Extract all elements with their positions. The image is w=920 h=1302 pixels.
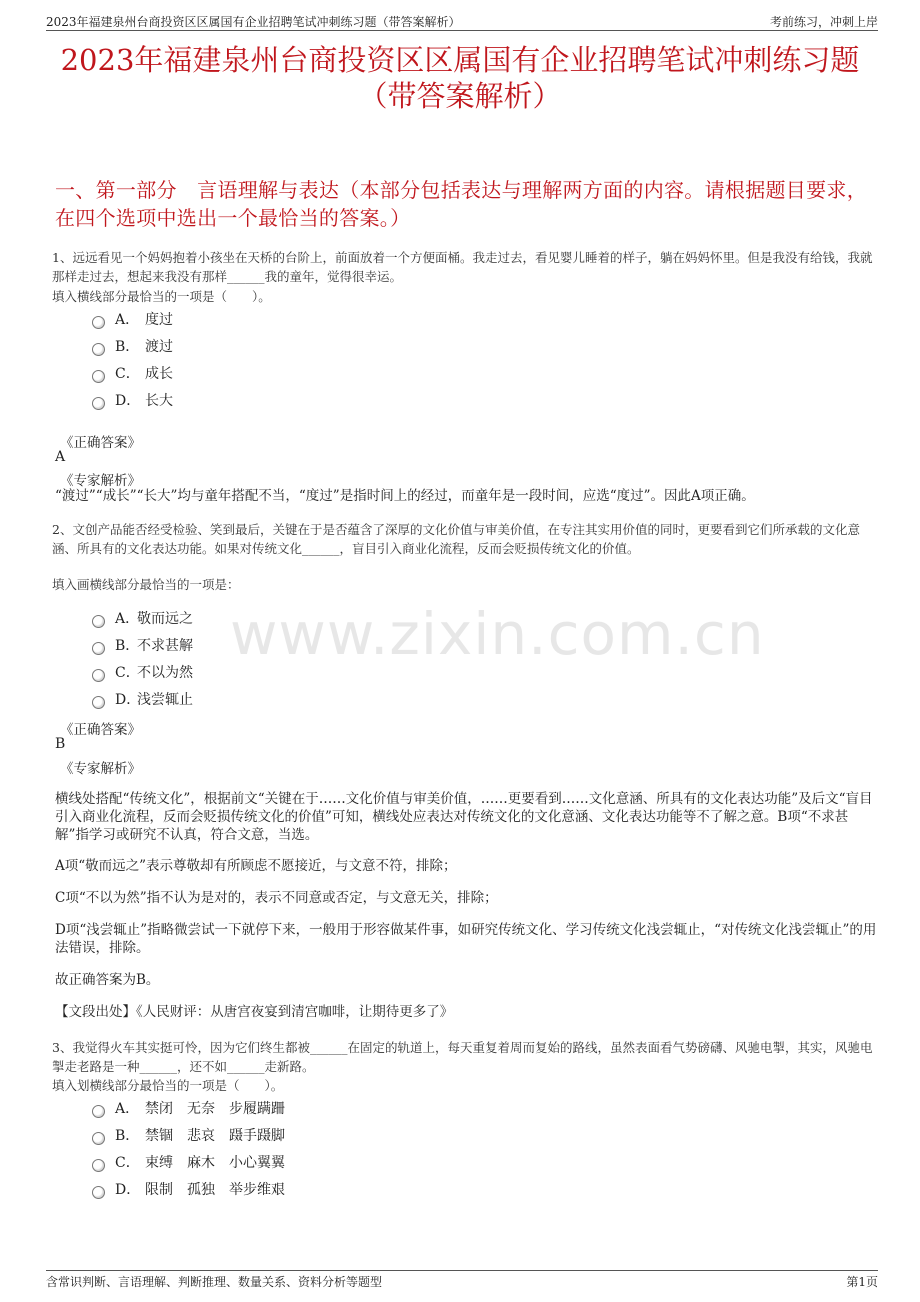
q2-source: 【文段出处】《人民财评：从唐宫夜宴到清宫咖啡，让期待更多了》 <box>55 1004 454 1020</box>
q2-ask: 填入画横线部分最恰当的一项是： <box>52 577 240 592</box>
q2-analysis-conclusion: 故正确答案为B。 <box>55 972 160 988</box>
q2-analysis-para-1: 横线处搭配“传统文化”，根据前文“关键在于……文化价值与审美价值，……更要看到……文化意涵、所具有的文化表达功能”及后文“盲目引入商业化流程，反而会贬损传统文化的价值”可知，横线处应表达对传统文化的文化意涵、文化表达功能等不了解之意。B项“不求甚解”指学习或研究不认真，符合文意，当选。 <box>55 791 873 843</box>
q3-ask: 填入划横线部分最恰当的一项是（ ）。 <box>52 1078 284 1093</box>
page-header <box>0 0 920 30</box>
q2-analysis-para-4: D项“浅尝辄止”指略微尝试一下就停下来，一般用于形容做某件事，如研究传统文化、学习传统文化浅尝辄止，“对传统文化浅尝辄止”的用法错误，排除。 <box>55 922 877 956</box>
q2-option-a[interactable]: A． 敬而远之 <box>92 604 193 631</box>
q1-stem: 1、远远看见一个妈妈抱着小孩坐在天桥的台阶上，前面放着一个方便面桶。我走过去，看见婴儿睡着的样子，躺在妈妈怀里。但是我没有给钱，我就那样走过去，想起来我没有那样______我的童年，觉得很幸运。 <box>52 250 873 284</box>
q2-analysis-label: 《专家解析》 <box>60 761 141 777</box>
q3-option-b[interactable]: B． 禁锢 悲哀 蹑手蹑脚 <box>92 1121 285 1148</box>
footer-note: 含常识判断、言语理解、判断推理、数量关系、资料分析等题型 <box>46 1275 383 1289</box>
radio-icon[interactable] <box>92 316 105 329</box>
q2-analysis-para-2: A项“敬而远之”表示尊敬却有所顾虑不愿接近，与文意不符，排除； <box>55 858 457 874</box>
watermark: www.zixin.com.cn <box>230 600 765 668</box>
q2-option-d[interactable]: D． 浅尝辄止 <box>92 685 193 712</box>
q1-answer-label: 《正确答案》 <box>60 435 141 451</box>
radio-icon[interactable] <box>92 370 105 383</box>
q2-analysis-para-3: C项“不以为然”指不认为是对的，表示不同意或否定，与文意无关，排除； <box>55 890 498 906</box>
radio-icon[interactable] <box>92 615 105 628</box>
page-number: 第1页 <box>846 1275 878 1289</box>
q2-answer-label: 《正确答案》 <box>60 722 141 738</box>
q3-option-d[interactable]: D． 限制 孤独 举步维艰 <box>92 1175 285 1202</box>
q2-options <box>92 604 193 712</box>
radio-icon[interactable] <box>92 1132 105 1145</box>
radio-icon[interactable] <box>92 397 105 410</box>
q1-ask: 填入横线部分最恰当的一项是（ ）。 <box>52 289 271 304</box>
radio-icon[interactable] <box>92 343 105 356</box>
section-heading: 一、第一部分 言语理解与表达（本部分包括表达与理解两方面的内容。请根据题目要求，在四个选项中选出一个最恰当的答案。） <box>55 178 867 230</box>
radio-icon[interactable] <box>92 1186 105 1199</box>
document-title <box>40 42 880 114</box>
q1-answer: A <box>55 449 66 465</box>
radio-icon[interactable] <box>92 1105 105 1118</box>
q3-option-c[interactable]: C． 束缚 麻木 小心翼翼 <box>92 1148 285 1175</box>
q2-stem: 2、文创产品能否经受检验、笑到最后，关键在于是否蕴含了深厚的文化价值与审美价值，在专注其实用价值的同时，更要看到它们所承载的文化意涵、所具有的文化表达功能。如果对传统文化______，盲目引入商业化流程，反而会贬损传统文化的价值。 <box>52 522 860 556</box>
q1-analysis: “渡过”“成长”“长大”均与童年搭配不当，“度过”是指时间上的经过，而童年是一段时间，应选“度过”。因此A项正确。 <box>55 488 755 504</box>
q3-option-a[interactable]: A． 禁闭 无奈 步履蹒跚 <box>92 1094 285 1121</box>
q3-options <box>92 1094 285 1202</box>
q2-option-b[interactable]: B． 不求甚解 <box>92 631 193 658</box>
header-divider <box>46 30 878 31</box>
q2-answer: B <box>55 736 66 752</box>
header-slogan: 考前练习，冲刺上岸 <box>769 15 878 29</box>
q2-option-c[interactable]: C． 不以为然 <box>92 658 193 685</box>
radio-icon[interactable] <box>92 696 105 709</box>
q1-option-d[interactable]: D． 长大 <box>92 386 173 413</box>
title-line-1: 2023年福建泉州台商投资区区属国有企业招聘笔试冲刺练习题 <box>60 43 860 77</box>
q1-option-a[interactable]: A． 度过 <box>92 305 173 332</box>
title-line-2: （带答案解析） <box>358 79 562 113</box>
radio-icon[interactable] <box>92 1159 105 1172</box>
header-doc-title: 2023年福建泉州台商投资区区属国有企业招聘笔试冲刺练习题（带答案解析） <box>46 15 461 29</box>
q1-analysis-label: 《专家解析》 <box>60 473 141 489</box>
q1-options <box>92 305 173 413</box>
q3-stem: 3、我觉得火车其实挺可怜，因为它们终生都被______在固定的轨道上，每天重复着周而复始的路线，虽然表面看气势磅礴、风驰电掣，其实，风驰电掣走老路是一种______，还不如______走新路。 <box>52 1040 873 1074</box>
q1-option-c[interactable]: C． 成长 <box>92 359 173 386</box>
q1-option-b[interactable]: B． 渡过 <box>92 332 173 359</box>
radio-icon[interactable] <box>92 669 105 682</box>
footer-divider <box>46 1270 878 1271</box>
radio-icon[interactable] <box>92 642 105 655</box>
